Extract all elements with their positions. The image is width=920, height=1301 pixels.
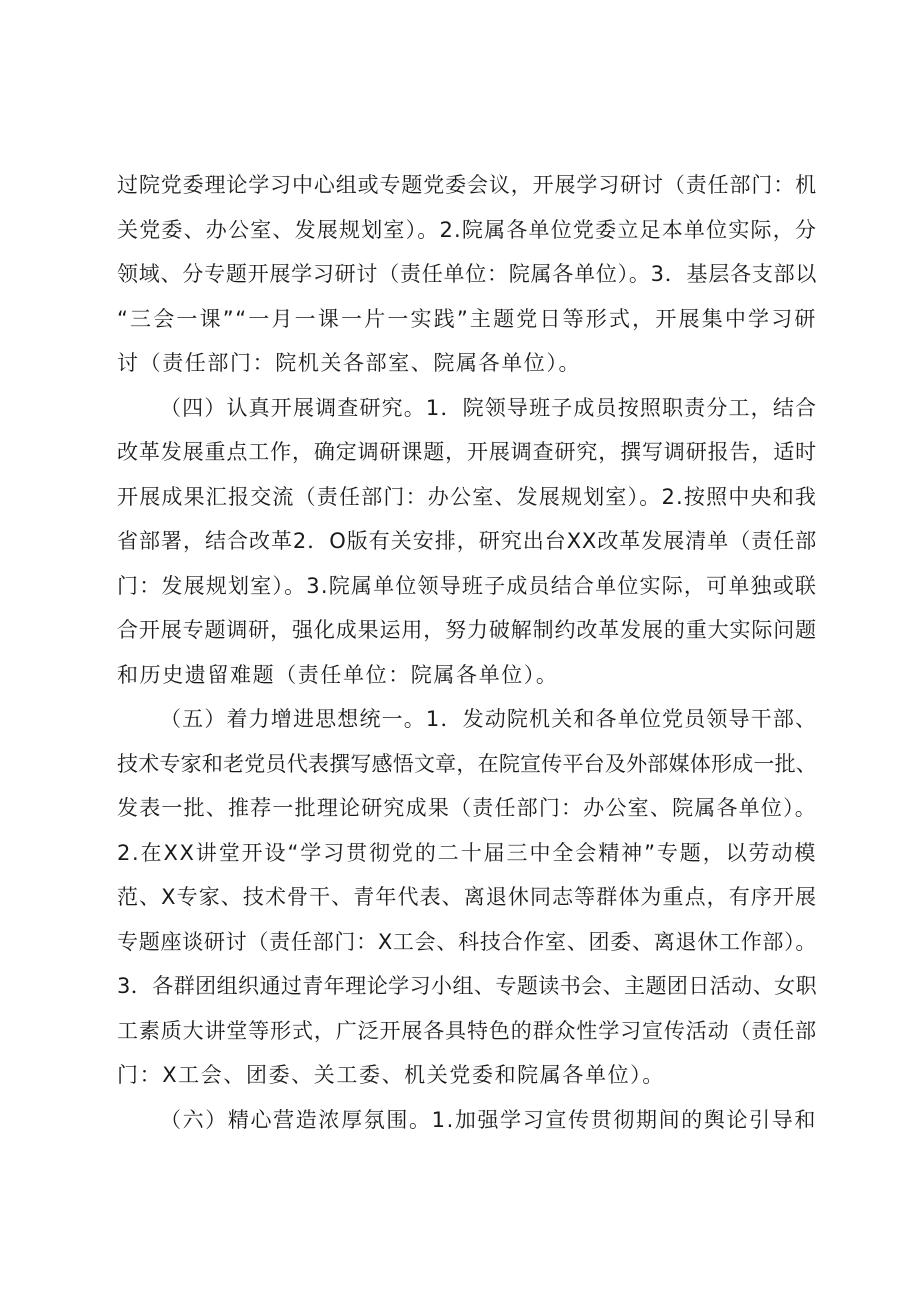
paragraph-first-line: （五）着力增进思想统一。1．发动院机关和各单位党员领导干部、 — [160, 707, 817, 731]
paragraph-line: 发表一批、推荐一批理论研究成果（责任部门：办公室、院属各单位）。 — [117, 796, 817, 820]
paragraph-line: 讨（责任部门：院机关各部室、院属各单位）。 — [117, 351, 582, 375]
paragraph-line: 领域、分专题开展学习研讨（责任单位：院属各单位）。3．基层各支部以 — [117, 262, 817, 286]
paragraph-first-line: （六）精心营造浓厚氛围。1.加强学习宣传贯彻期间的舆论引导和 — [160, 1108, 817, 1132]
paragraph-line: 改革发展重点工作，确定调研课题，开展调查研究，撰写调研报告，适时 — [117, 440, 817, 464]
paragraph-line: 技术专家和老党员代表撰写感悟文章，在院宣传平台及外部媒体形成一批、 — [117, 752, 817, 776]
paragraph-first-line: （四）认真开展调查研究。1．院领导班子成员按照职责分工，结合 — [160, 396, 817, 420]
paragraph-line: 工素质大讲堂等形式，广泛开展各具特色的群众性学习宣传活动（责任部 — [117, 1019, 817, 1043]
paragraph-line: 门：发展规划室）。3.院属单位领导班子成员结合单位实际，可单独或联 — [117, 574, 818, 598]
paragraph-line: 过院党委理论学习中心组或专题党委会议，开展学习研讨（责任部门：机 — [117, 173, 817, 197]
paragraph-line: 专题座谈研讨（责任部门：X工会、科技合作室、团委、离退休工作部）。 — [117, 930, 817, 954]
paragraph-line: 关党委、办公室、发展规划室）。2.院属各单位党委立足本单位实际，分 — [117, 218, 818, 242]
paragraph-line: 3．各群团组织通过青年理论学习小组、专题读书会、主题团日活动、女职 — [117, 974, 817, 998]
paragraph-line: 和历史遗留难题（责任单位：院属各单位）。 — [117, 663, 559, 687]
paragraph-line: 开展成果汇报交流（责任部门：办公室、发展规划室）。2.按照中央和我 — [117, 485, 818, 509]
paragraph-line: 合开展专题调研，强化成果运用，努力破解制约改革发展的重大实际问题 — [117, 618, 817, 642]
paragraph-line: “三会一课”“一月一课一片一实践”主题党日等形式，开展集中学习研 — [117, 307, 817, 331]
paragraph-line: 范、X专家、技术骨干、青年代表、离退休同志等群体为重点，有序开展 — [117, 885, 817, 909]
paragraph-line: 省部署，结合改革2．O版有关安排，研究出台XX改革发展清单（责任部 — [117, 529, 817, 553]
paragraph-line: 门：X工会、团委、关工委、机关党委和院属各单位）。 — [117, 1063, 665, 1087]
paragraph-line: 2.在XX讲堂开设“学习贯彻党的二十届三中全会精神”专题，以劳动模 — [117, 841, 817, 865]
